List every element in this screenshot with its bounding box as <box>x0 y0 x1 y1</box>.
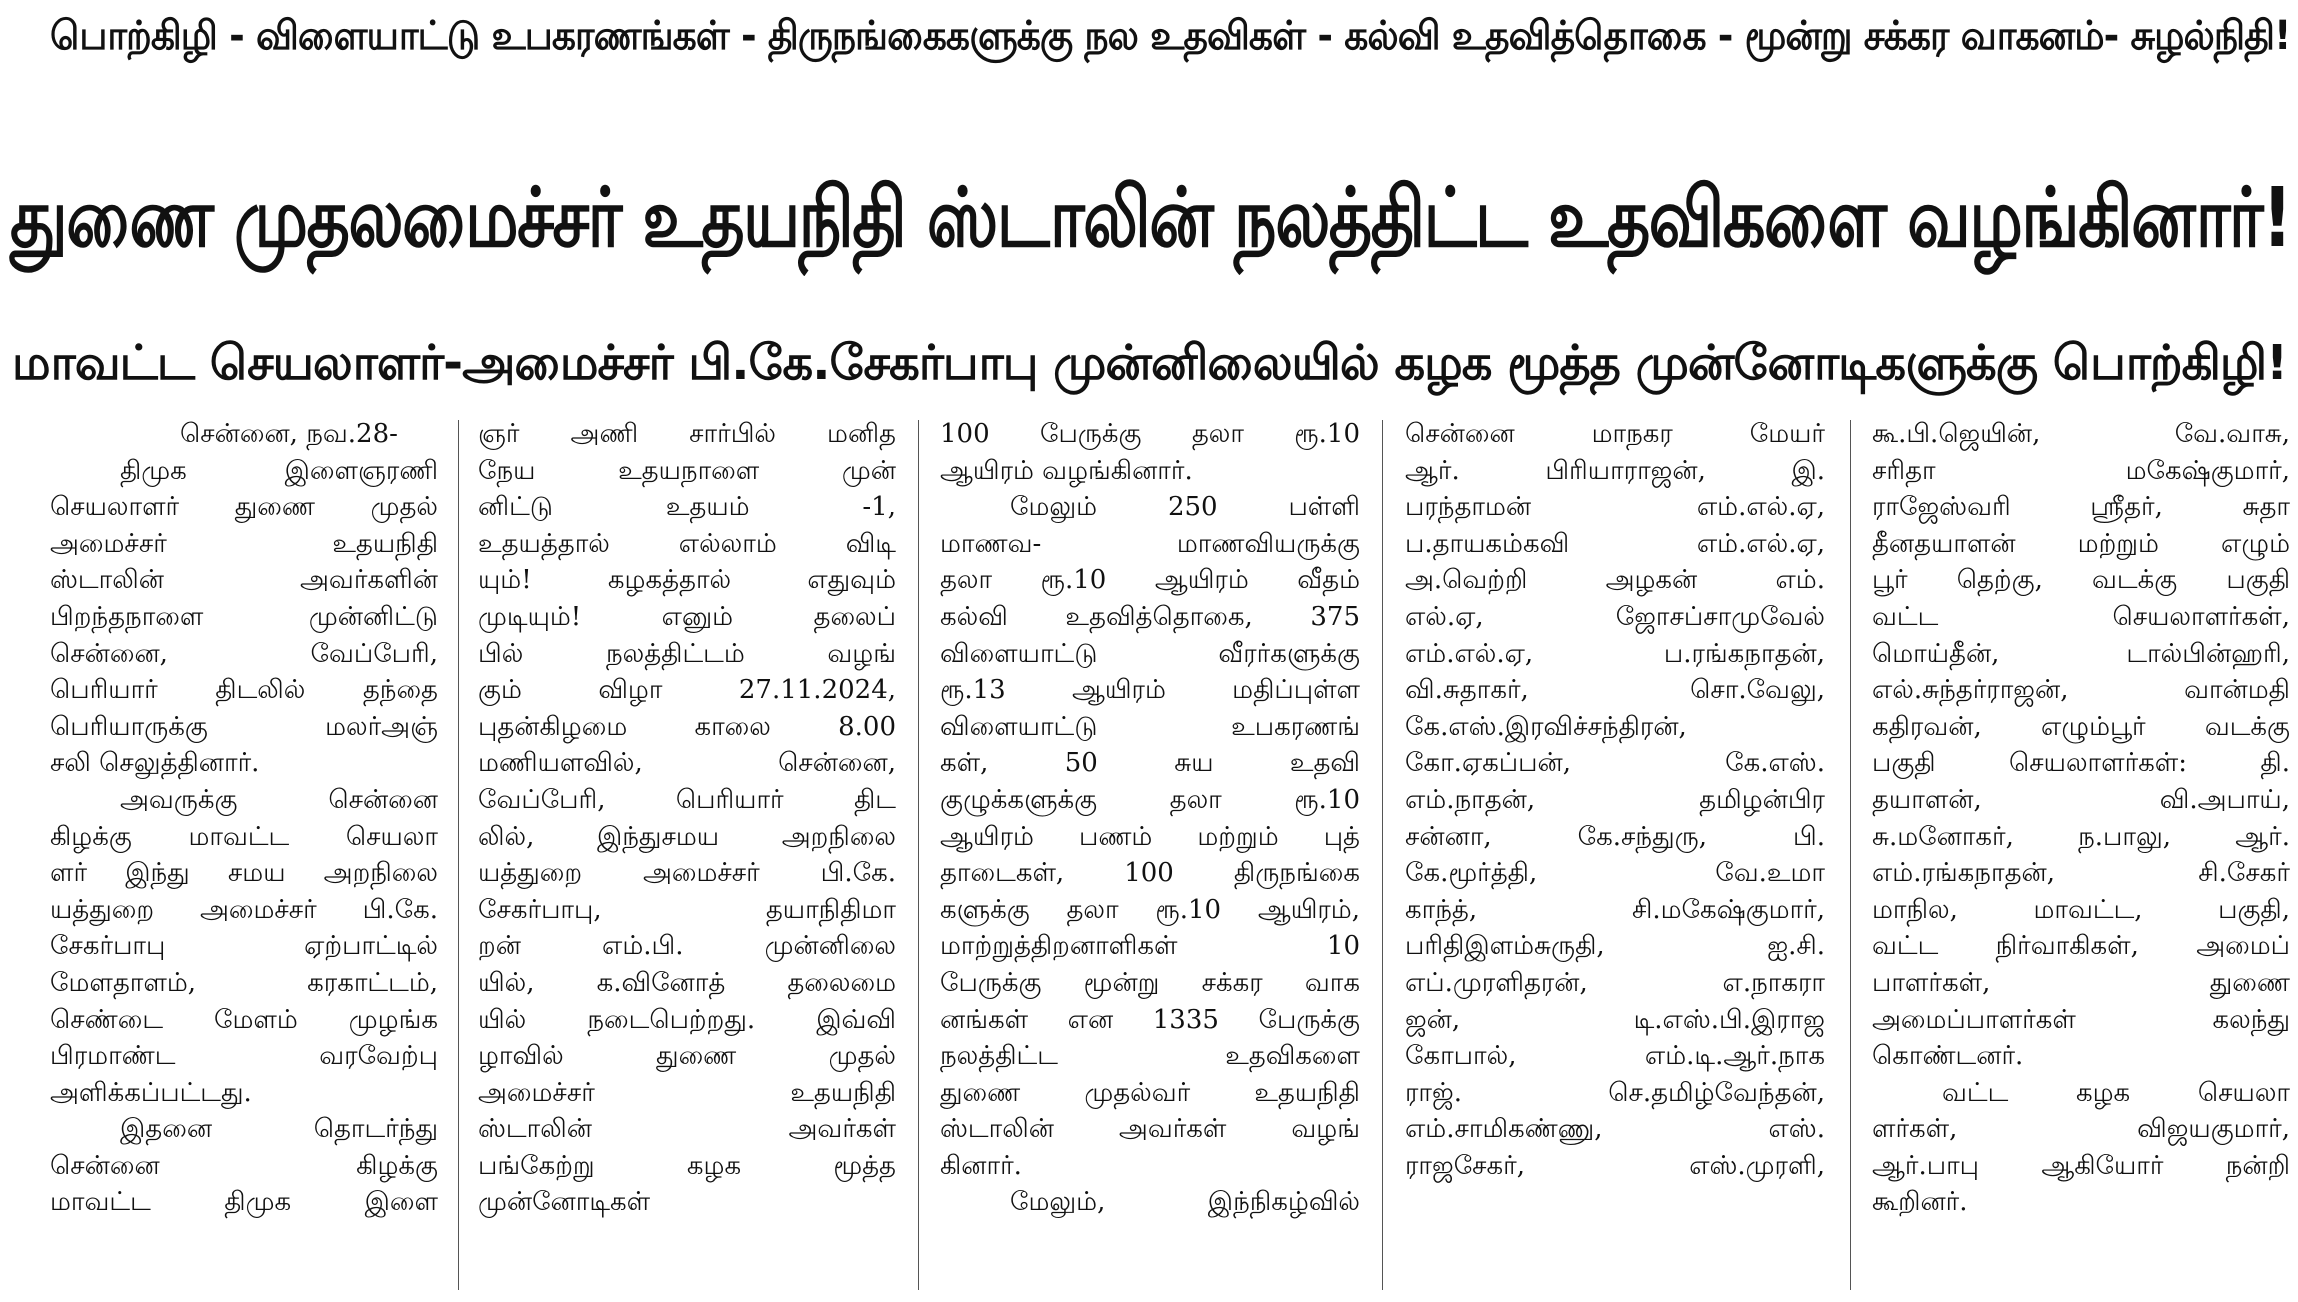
text-line: வட்ட நிர்வாகிகள், அமைப் <box>1872 931 2290 962</box>
kicker-line: பொற்கிழி - விளையாட்டு உபகரணங்கள் - திருநங்கைகளுக்கு நல உதவிகள் - கல்வி உதவித்தொகை - மூன்று சக்கர வாகனம்- சுழல்நிதி! <box>50 13 2291 59</box>
text-line: அமைப்பாளர்கள் கலந்து <box>1872 1004 2290 1035</box>
text-line: கொண்டனர். <box>1872 1041 2024 1072</box>
text-line: கல்வி உதவித்தொகை, 375 <box>940 601 1360 632</box>
text-line: ராஜ். செ.தமிழ்வேந்தன், <box>1405 1077 1825 1108</box>
text-line: னிட்டு உதயம் -1, <box>478 492 896 523</box>
column-divider <box>458 420 459 1290</box>
text-line: நலத்திட்ட உதவிகளை <box>940 1041 1360 1072</box>
text-line: விளையாட்டு உபகரணங் <box>940 711 1360 742</box>
text-line: சென்னை, நவ.28- <box>180 419 398 449</box>
text-line: ளர் இந்து சமய அறநிலை <box>50 858 438 889</box>
text-line: அவருக்கு சென்னை <box>120 784 438 815</box>
text-line: யில், க.வினோத் தலைமை <box>478 967 896 998</box>
text-line: னங்கள் என 1335 பேருக்கு <box>940 1004 1360 1035</box>
text-line: கூ.பி.ஜெயின், வே.வாசு, <box>1872 419 2290 449</box>
text-line: மாணவ- மாணவியருக்கு <box>940 528 1360 559</box>
text-line: அமைச்சர் உதயநிதி <box>50 528 438 559</box>
text-line: தயாளன், வி.அபாய், <box>1872 784 2290 815</box>
text-line: வட்ட செயலாளர்கள், <box>1872 601 2290 632</box>
text-line: ரூ.13 ஆயிரம் மதிப்புள்ள <box>940 675 1360 706</box>
column-divider <box>1850 420 1851 1290</box>
text-line: பங்கேற்று கழக மூத்த <box>478 1150 896 1181</box>
column-divider <box>918 420 919 1290</box>
text-line: 100 பேருக்கு தலா ரூ.10 <box>940 419 1360 449</box>
text-line: முடியும்! எனும் தலைப் <box>478 601 896 632</box>
text-line: எப்.முரளிதரன், எ.நாகரா <box>1405 967 1825 998</box>
column-divider <box>1382 420 1383 1290</box>
text-line: சென்னை மாநகர மேயர் <box>1405 419 1825 449</box>
text-line: பேருக்கு மூன்று சக்கர வாக <box>940 967 1360 998</box>
text-line: கிழக்கு மாவட்ட செயலா <box>50 821 438 852</box>
text-line: பாளர்கள், துணை <box>1872 967 2290 998</box>
text-line: கோபால், எம்.டி.ஆர்.நாக <box>1405 1041 1825 1072</box>
text-line: அளிக்கப்பட்டது. <box>50 1077 252 1108</box>
text-line: அமைச்சர் உதயநிதி <box>478 1077 896 1108</box>
text-line: பிறந்தநாளை முன்னிட்டு <box>50 601 438 632</box>
text-line: குழுக்களுக்கு தலா ரூ.10 <box>940 784 1360 815</box>
text-line: வி.சுதாகர், சொ.வேலு, <box>1405 675 1825 706</box>
text-line: சேகர்பாபு ஏற்பாட்டில் <box>50 931 438 962</box>
text-line: மாற்றுத்திறனாளிகள் 10 <box>940 931 1360 962</box>
text-line: புதன்கிழமை காலை 8.00 <box>478 711 896 742</box>
text-line: ராஜசேகர், எஸ்.முரளி, <box>1405 1150 1825 1181</box>
text-line: எம்.ரங்கநாதன், சி.சேகர் <box>1872 858 2290 889</box>
text-line: ஆயிரம் வழங்கினார். <box>940 455 1193 486</box>
text-line: கே.எஸ்.இரவிச்சந்திரன், <box>1405 711 1687 742</box>
text-line: முன்னோடிகள் <box>478 1187 651 1218</box>
text-line: கூறினர். <box>1872 1187 1968 1218</box>
article-column-2 <box>478 416 896 1296</box>
text-line: பெரியாருக்கு மலர்அஞ் <box>50 711 438 742</box>
text-line: ஆர். பிரியாராஜன், இ. <box>1405 455 1825 486</box>
text-line: யும்! கழகத்தால் எதுவும் <box>478 565 896 596</box>
text-line: யில் நடைபெற்றது. இவ்வி <box>478 1004 896 1035</box>
text-line: களுக்கு தலா ரூ.10 ஆயிரம், <box>940 894 1360 925</box>
text-line: ஞர் அணி சார்பில் மனித <box>478 419 896 449</box>
text-line: ழாவில் துணை முதல் <box>478 1041 896 1072</box>
text-line: எல்.ஏ, ஜோசப்சாமுவேல் <box>1405 601 1825 632</box>
text-line: தலா ரூ.10 ஆயிரம் வீதம் <box>940 565 1360 596</box>
text-line: மொய்தீன், டால்பின்ஹரி, <box>1872 638 2290 669</box>
text-line: செயலாளர் துணை முதல் <box>50 492 438 523</box>
text-line: பரந்தாமன் எம்.எல்.ஏ, <box>1405 492 1825 523</box>
text-line: இதனை தொடர்ந்து <box>120 1114 438 1145</box>
headline: துணை முதலமைச்சர் உதயநிதி ஸ்டாலின் நலத்திட்ட உதவிகளை வழங்கினார்! <box>10 171 2291 266</box>
text-line: பிரமாண்ட வரவேற்பு <box>50 1041 438 1072</box>
text-line: பரிதிஇளம்சுருதி, ஐ.சி. <box>1405 931 1825 962</box>
text-line: நேய உதயநாளை முன் <box>478 455 896 486</box>
text-line: உதயத்தால் எல்லாம் விடி <box>478 528 896 559</box>
article-column-4 <box>1405 416 1825 1296</box>
text-line: திமுக இளைஞரணி <box>120 455 438 486</box>
text-line: ஜன், டி.எஸ்.பி.இராஜ <box>1405 1004 1825 1035</box>
text-line: மேலும், இந்நிகழ்வில் <box>1010 1187 1360 1218</box>
text-line: செண்டை மேளம் முழங்க <box>50 1004 438 1035</box>
text-line: ஆர்.பாபு ஆகியோர் நன்றி <box>1872 1150 2290 1181</box>
text-line: கும் விழா 27.11.2024, <box>478 675 896 706</box>
text-line: ஸ்டாலின் அவர்கள் <box>478 1114 896 1145</box>
text-line: துணை முதல்வர் உதயநிதி <box>940 1077 1360 1108</box>
text-line: வட்ட கழக செயலா <box>1942 1077 2290 1108</box>
text-line: அ.வெற்றி அழகன் எம். <box>1405 565 1825 596</box>
article-column-3 <box>940 416 1360 1296</box>
text-line: தீனதயாளன் மற்றும் எழும் <box>1872 528 2290 559</box>
text-line: சரிதா மகேஷ்குமார், <box>1872 455 2290 486</box>
text-line: ளர்கள், விஜயகுமார், <box>1872 1114 2290 1145</box>
article-body <box>0 410 2298 1302</box>
text-line: சன்னா, கே.சந்துரு, பி. <box>1405 821 1825 852</box>
text-line: கள், 50 சுய உதவி <box>940 748 1360 779</box>
text-line: எம்.எல்.ஏ, ப.ரங்கநாதன், <box>1405 638 1825 669</box>
text-line: யத்துறை அமைச்சர் பி.கே. <box>478 858 896 889</box>
text-line: எல்.சுந்தர்ராஜன், வான்மதி <box>1872 675 2290 706</box>
text-line: கோ.ஏகப்பன், கே.எஸ். <box>1405 748 1825 779</box>
text-line: மேளதாளம், கரகாட்டம், <box>50 967 438 998</box>
text-line: பெரியார் திடலில் தந்தை <box>50 675 438 706</box>
text-line: ஸ்டாலின் அவர்கள் வழங் <box>940 1114 1360 1145</box>
subheadline: மாவட்ட செயலாளர்-அமைச்சர் பி.கே.சேகர்பாபு முன்னிலையில் கழக மூத்த முன்னோடிகளுக்கு பொற்கிழி! <box>12 335 2288 391</box>
text-line: பில் நலத்திட்டம் வழங் <box>478 638 896 669</box>
text-line: சென்னை, வேப்பேரி, <box>50 638 438 669</box>
text-line: சென்னை கிழக்கு <box>50 1150 438 1181</box>
text-line: ஸ்டாலின் அவர்களின் <box>50 565 438 596</box>
text-line: விளையாட்டு வீரர்களுக்கு <box>940 638 1360 669</box>
text-line: கதிரவன், எழும்பூர் வடக்கு <box>1872 711 2290 742</box>
text-line: சேகர்பாபு, தயாநிதிமா <box>478 894 896 925</box>
text-line: எம்.நாதன், தமிழன்பிர <box>1405 784 1825 815</box>
text-line: மேலும் 250 பள்ளி <box>1010 492 1360 523</box>
text-line: சலி செலுத்தினார். <box>50 748 260 779</box>
text-line: ப.தாயகம்கவி எம்.எல்.ஏ, <box>1405 528 1825 559</box>
text-line: ஆயிரம் பணம் மற்றும் புத் <box>940 821 1360 852</box>
text-line: பூர் தெற்கு, வடக்கு பகுதி <box>1872 565 2290 596</box>
text-line: ராஜேஸ்வரி ஸ்ரீதர், சுதா <box>1872 492 2290 523</box>
text-line: லில், இந்துசமய அறநிலை <box>478 821 896 852</box>
text-line: வேப்பேரி, பெரியார் திட <box>478 784 896 815</box>
text-line: சு.மனோகர், ந.பாலு, ஆர். <box>1872 821 2290 852</box>
text-line: றன் எம்.பி. முன்னிலை <box>478 931 896 962</box>
article-column-5 <box>1872 416 2290 1296</box>
text-line: மாவட்ட திமுக இளை <box>50 1187 438 1218</box>
text-line: கே.மூர்த்தி, வே.உமா <box>1405 858 1825 889</box>
text-line: பகுதி செயலாளர்கள்: தி. <box>1872 748 2290 779</box>
text-line: மாநில, மாவட்ட, பகுதி, <box>1872 894 2290 925</box>
article-column-1 <box>50 416 438 1296</box>
text-line: தாடைகள், 100 திருநங்கை <box>940 858 1360 889</box>
text-line: கினார். <box>940 1150 1022 1181</box>
text-line: காந்த், சி.மகேஷ்குமார், <box>1405 894 1825 925</box>
text-line: யத்துறை அமைச்சர் பி.கே. <box>50 894 438 925</box>
text-line: எம்.சாமிகண்ணு, எஸ். <box>1405 1114 1825 1145</box>
text-line: மணியளவில், சென்னை, <box>478 748 896 779</box>
